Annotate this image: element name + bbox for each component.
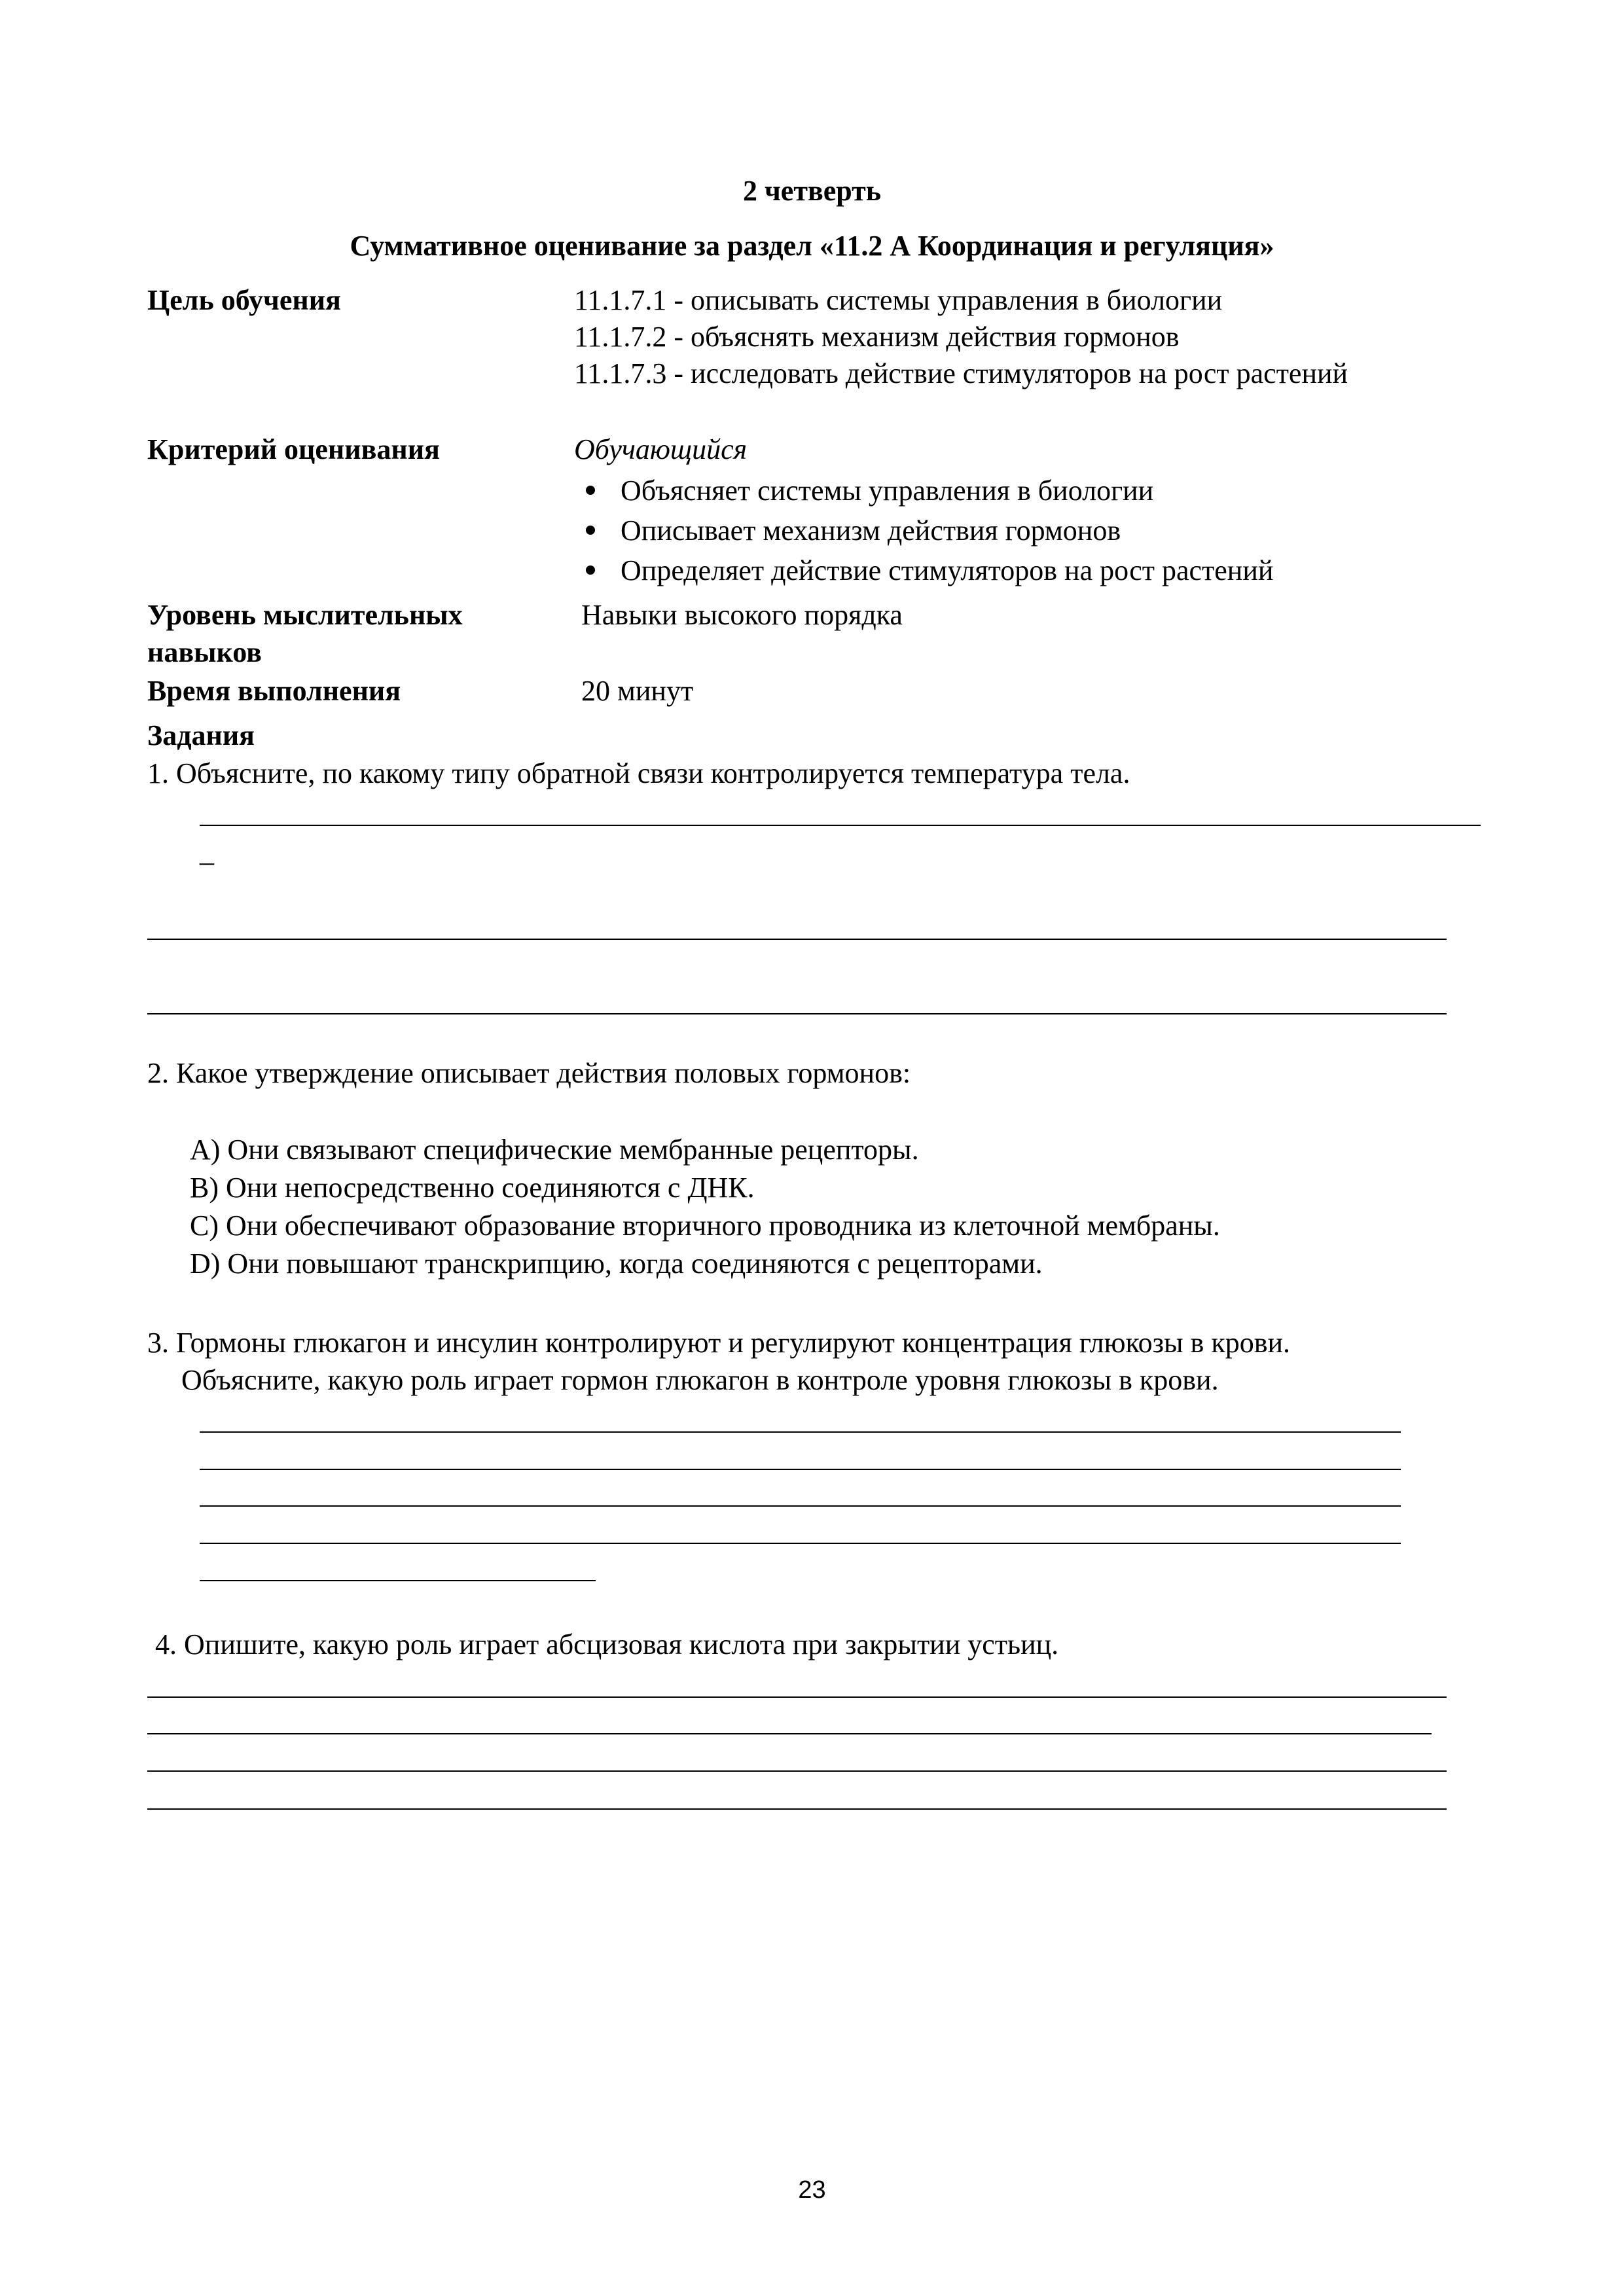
quarter-heading: 2 четверть bbox=[742, 175, 882, 207]
level-value: Навыки высокого порядка bbox=[581, 599, 903, 631]
bullet-icon bbox=[586, 565, 595, 575]
answer-line bbox=[200, 1543, 1401, 1544]
tasks-heading: Задания bbox=[147, 719, 255, 751]
goal-item: 11.1.7.1 - описывать системы управления в биологии bbox=[574, 284, 1223, 316]
answer-dash: – bbox=[200, 846, 214, 878]
goal-item: 11.1.7.2 - объяснять механизм действия гормонов bbox=[574, 321, 1180, 353]
answer-line bbox=[200, 1505, 1401, 1507]
option-c: C) Они обеспечивают образование вторичного проводника из клеточной мембраны. bbox=[190, 1210, 1220, 1242]
question-3-cont: Объясните, какую роль играет гормон глюкагон в контроле уровня глюкозы в крови. bbox=[181, 1364, 1219, 1396]
question-1: 1. Объясните, по какому типу обратной связи контролируется температура тела. bbox=[147, 757, 1130, 789]
option-d: D) Они повышают транскрипцию, когда соединяются с рецепторами. bbox=[190, 1247, 1043, 1280]
answer-line bbox=[147, 1733, 1432, 1734]
level-label-cont: навыков bbox=[147, 636, 262, 668]
time-label: Время выполнения bbox=[147, 675, 401, 707]
page-number: 23 bbox=[798, 2176, 826, 2204]
answer-line bbox=[200, 825, 1481, 826]
criteria-item: Описывает механизм действия гормонов bbox=[621, 514, 1121, 547]
goal-item: 11.1.7.3 - исследовать действие стимуляторов на рост растений bbox=[574, 357, 1348, 389]
page-title: Суммативное оценивание за раздел «11.2 А Координация и регуляция» bbox=[350, 230, 1274, 262]
criteria-intro: Обучающийся bbox=[574, 433, 748, 465]
answer-line bbox=[147, 1808, 1447, 1810]
option-a: A) Они связывают специфические мембранные рецепторы. bbox=[190, 1134, 919, 1166]
bullet-icon bbox=[586, 526, 595, 535]
criteria-item: Определяет действие стимуляторов на рост растений bbox=[621, 554, 1274, 586]
answer-line bbox=[147, 1770, 1447, 1772]
option-b: B) Они непосредственно соединяются с ДНК. bbox=[190, 1172, 755, 1204]
question-3: 3. Гормоны глюкагон и инсулин контролируют и регулируют концентрация глюкозы в крови. bbox=[147, 1327, 1291, 1359]
answer-line bbox=[147, 939, 1447, 940]
bullet-icon bbox=[586, 486, 595, 495]
answer-line bbox=[147, 1013, 1447, 1014]
answer-line bbox=[200, 1469, 1401, 1470]
level-label: Уровень мыслительных bbox=[147, 599, 463, 631]
answer-line bbox=[147, 1696, 1447, 1698]
criteria-item: Объясняет системы управления в биологии bbox=[621, 475, 1154, 507]
criteria-label: Критерий оценивания bbox=[147, 433, 440, 465]
question-4: 4. Опишите, какую роль играет абсцизовая кислота при закрытии устьиц. bbox=[155, 1628, 1059, 1660]
goal-label: Цель обучения bbox=[147, 284, 341, 316]
question-2: 2. Какое утверждение описывает действия половых гормонов: bbox=[147, 1057, 911, 1089]
time-value: 20 минут bbox=[581, 675, 694, 707]
answer-line bbox=[200, 1431, 1401, 1433]
answer-line bbox=[200, 1580, 596, 1581]
